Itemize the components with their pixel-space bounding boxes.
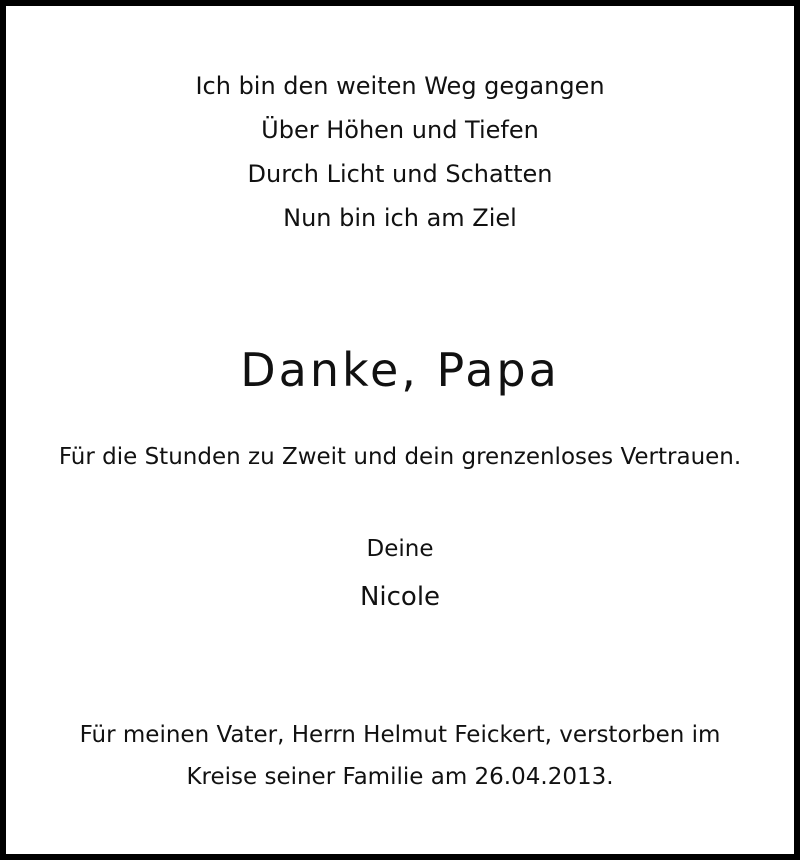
poem-line-2: Über Höhen und Tiefen: [261, 116, 539, 144]
closing-from: Deine: [366, 536, 434, 562]
headline: Danke, Papa: [240, 343, 560, 397]
poem-line-1: Ich bin den weiten Weg gegangen: [195, 72, 605, 100]
dedication-line-1: Für meinen Vater, Herrn Helmut Feickert, verstorben im: [79, 722, 721, 748]
dedication-line-2: Kreise seiner Familie am 26.04.2013.: [186, 764, 614, 790]
thanks-line: Für die Stunden zu Zweit und dein grenzenloses Vertrauen.: [58, 444, 742, 470]
poem-line-3: Durch Licht und Schatten: [247, 160, 553, 188]
signer-name: Nicole: [359, 582, 441, 612]
poem-line-4: Nun bin ich am Ziel: [283, 204, 517, 232]
